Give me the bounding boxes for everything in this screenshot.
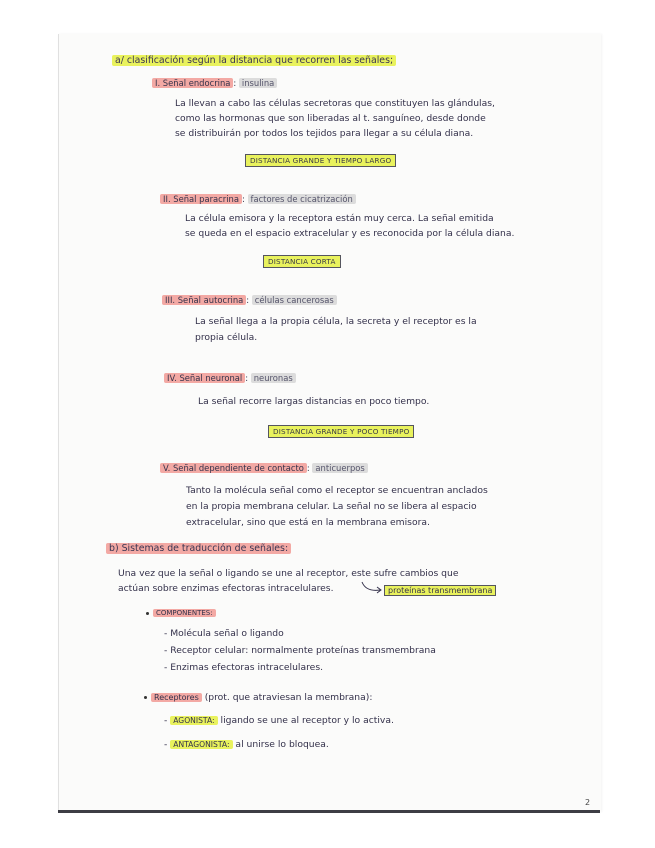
item-neuronal-title: IV. Señal neuronal bbox=[164, 373, 245, 383]
section-b-note: proteínas transmembrana bbox=[384, 586, 496, 596]
item-neuronal-title-row: IV. Señal neuronal : neuronas bbox=[164, 373, 296, 383]
item-paracrina-tag: DISTANCIA CORTA bbox=[263, 255, 341, 268]
componentes-label-row bbox=[146, 609, 216, 617]
item-paracrina-title-row: II. Señal paracrina : factores de cicatrización bbox=[160, 194, 356, 204]
agonista-term: AGONISTA: bbox=[170, 716, 217, 725]
item-paracrina-line-1: La célula emisora y la receptora están muy cerca. La señal emitida bbox=[185, 213, 494, 224]
componentes-item-2: - Receptor celular: normalmente proteínas transmembrana bbox=[164, 645, 436, 656]
item-autocrina-example: células cancerosas bbox=[252, 295, 337, 305]
receptor-agonista: - AGONISTA: ligando se une al receptor y lo activa. bbox=[164, 715, 394, 726]
item-endocrina-line-1: La llevan a cabo las células secretoras que constituyen las glándulas, bbox=[175, 98, 495, 109]
antagonista-text: al unirse lo bloquea. bbox=[232, 739, 329, 750]
item-contacto-line-2: en la propia membrana celular. La señal no se libera al espacio bbox=[186, 501, 477, 512]
item-endocrina-title: I. Señal endocrina bbox=[152, 78, 233, 88]
item-paracrina-line-2: se queda en el espacio extracelular y es reconocida por la célula diana. bbox=[185, 228, 515, 239]
item-endocrina-line-3: se distribuirán por todos los tejidos para llegar a su célula diana. bbox=[175, 128, 474, 139]
receptor-antagonista: - ANTAGONISTA: al unirse lo bloquea. bbox=[164, 739, 329, 750]
section-b-heading: b) Sistemas de traducción de señales: bbox=[106, 543, 291, 554]
agonista-text: ligando se une al receptor y lo activa. bbox=[217, 715, 394, 726]
item-contacto-line-1: Tanto la molécula señal como el receptor se encuentran anclados bbox=[186, 485, 488, 496]
section-b-intro-line-1: Una vez que la señal o ligando se une al receptor, este sufre cambios que bbox=[118, 568, 459, 579]
item-contacto-title: V. Señal dependiente de contacto bbox=[160, 463, 307, 473]
item-paracrina-example: factores de cicatrización bbox=[248, 194, 356, 204]
receptores-desc: (prot. que atraviesan la membrana): bbox=[204, 692, 373, 703]
item-contacto-title-row: V. Señal dependiente de contacto : anticuerpos bbox=[160, 463, 368, 473]
componentes-item-1: - Molécula señal o ligando bbox=[164, 628, 284, 639]
page-number: 2 bbox=[585, 798, 591, 807]
item-neuronal-example: neuronas bbox=[251, 373, 296, 383]
item-contacto-line-3: extracelular, sino que está en la membrana emisora. bbox=[186, 517, 430, 528]
item-autocrina-title: III. Señal autocrina bbox=[162, 295, 246, 305]
page-bottom-rule bbox=[58, 810, 600, 813]
item-endocrina-line-2: como las hormonas que son liberadas al t. sanguíneo, desde donde bbox=[175, 113, 486, 124]
item-contacto-example: anticuerpos bbox=[312, 463, 367, 473]
item-endocrina-tag: DISTANCIA GRANDE Y TIEMPO LARGO bbox=[245, 154, 396, 167]
item-neuronal-line-1: La señal recorre largas distancias en poco tiempo. bbox=[198, 396, 430, 407]
componentes-label: COMPONENTES: bbox=[153, 609, 216, 617]
arrow-icon bbox=[360, 580, 384, 596]
antagonista-term: ANTAGONISTA: bbox=[170, 740, 232, 749]
section-b-intro-line-2: actúan sobre enzimas efectoras intracelulares. bbox=[118, 583, 334, 594]
item-endocrina-example: insulina bbox=[239, 78, 277, 88]
receptores-row bbox=[144, 690, 372, 705]
item-paracrina-title: II. Señal paracrina bbox=[160, 194, 242, 204]
item-endocrina-title-row: I. Señal endocrina : insulina bbox=[152, 78, 277, 88]
item-autocrina-title-row: III. Señal autocrina : células cancerosas bbox=[162, 295, 337, 305]
bullet-dot-icon bbox=[146, 612, 149, 615]
bullet-dot-icon bbox=[144, 696, 147, 699]
item-autocrina-line-1: La señal llega a la propia célula, la secreta y el receptor es la bbox=[195, 316, 477, 327]
item-autocrina-line-2: propia célula. bbox=[195, 332, 258, 343]
section-a-heading: a/ clasificación según la distancia que recorren las señales; bbox=[112, 55, 396, 66]
componentes-item-3: - Enzimas efectoras intracelulares. bbox=[164, 662, 324, 673]
item-neuronal-tag: DISTANCIA GRANDE Y POCO TIEMPO bbox=[268, 425, 414, 438]
receptores-label: Receptores bbox=[151, 693, 202, 702]
